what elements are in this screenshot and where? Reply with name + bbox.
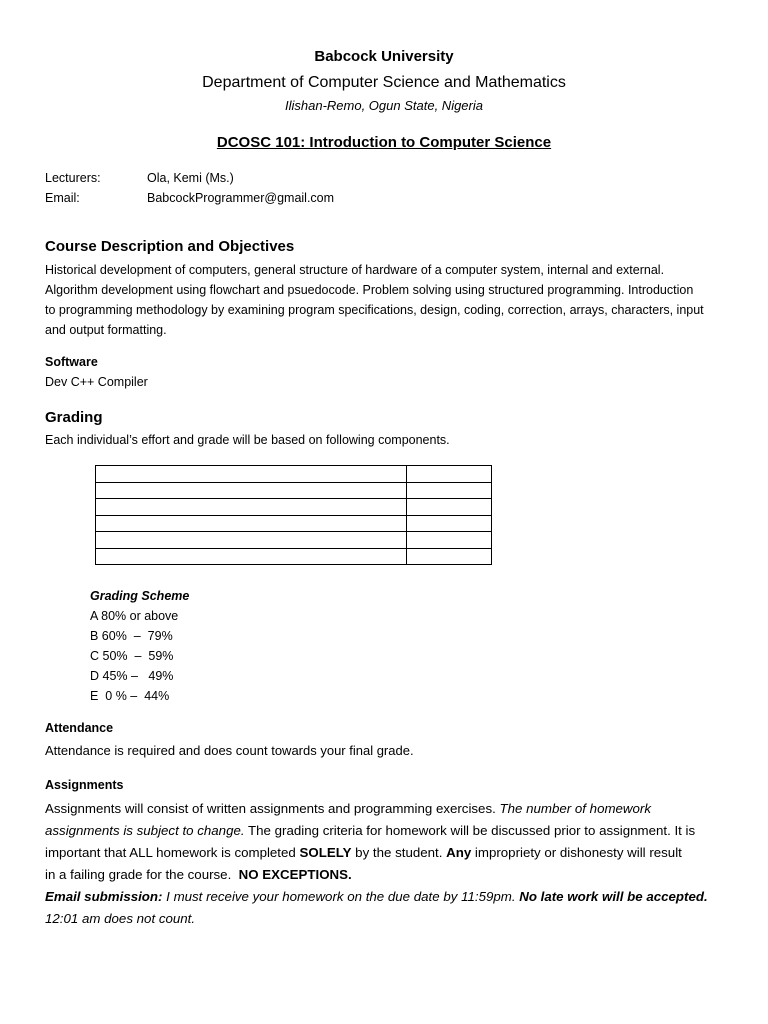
- assignments-text: [45, 798, 729, 930]
- text-run: The grading criteria for homework will be discussed prior to assignment. It is: [244, 823, 696, 838]
- assignments-line: [45, 864, 729, 886]
- text-run-bold: NO EXCEPTIONS.: [238, 867, 352, 882]
- grading-heading: Grading: [45, 409, 103, 426]
- lecturers-label: Lecturers:: [45, 171, 101, 185]
- email-value: BabcockProgrammer@gmail.com: [147, 191, 335, 205]
- assignments-line: [45, 886, 729, 908]
- text-run-bold: Any: [446, 845, 472, 860]
- table-row: [96, 515, 492, 532]
- description-line: and output formatting.: [45, 323, 167, 337]
- table-row: [96, 482, 492, 499]
- table-cell: [407, 482, 492, 499]
- grading-scheme-item: C 50% – 59%: [90, 649, 174, 663]
- table-row: [96, 499, 492, 516]
- email-label: Email:: [45, 191, 80, 205]
- table-cell: [96, 548, 407, 565]
- description-heading: Course Description and Objectives: [45, 238, 295, 255]
- text-run: in a failing grade for the course.: [45, 867, 239, 882]
- description-text: [45, 260, 725, 340]
- grading-scheme-item: E 0 % – 44%: [90, 689, 170, 703]
- assignments-heading: Assignments: [45, 778, 124, 792]
- grading-scheme-item: B 60% – 79%: [90, 629, 173, 643]
- description-line: Historical development of computers, general structure of hardware of a computer system, internal and external.: [45, 263, 665, 277]
- table-cell: [96, 532, 407, 549]
- table-cell: [96, 515, 407, 532]
- attendance-text: Attendance is required and does count towards your final grade.: [45, 743, 414, 758]
- text-run: Assignments will consist of written assignments and programming exercises.: [45, 801, 500, 816]
- grading-intro: Each individual’s effort and grade will be based on following components.: [45, 433, 450, 447]
- text-run-bold-italic: No late work will be accepted.: [519, 889, 708, 904]
- text-run: important that ALL homework is completed: [45, 845, 300, 860]
- table-row: [96, 548, 492, 565]
- table-cell: [407, 466, 492, 483]
- table-cell: [96, 482, 407, 499]
- assignments-line: [45, 798, 729, 820]
- department-name: Department of Computer Science and Mathematics: [202, 74, 566, 91]
- text-run-bold-italic: Email submission:: [45, 889, 163, 904]
- course-title: DCOSC 101: Introduction to Computer Science: [216, 134, 552, 151]
- text-run-italic: I must receive your homework on the due date by 11:59pm.: [162, 889, 520, 904]
- text-run-italic: 12:01 am does not count.: [45, 911, 196, 926]
- grading-scheme-title: Grading Scheme: [90, 589, 190, 603]
- description-line: to programming methodology by examining program specifications, design, coding, correction, arrays, characters, input: [45, 303, 704, 317]
- table-row: [96, 532, 492, 549]
- software-heading: Software: [45, 355, 98, 369]
- description-line: Algorithm development using flowchart and psuedocode. Problem solving using structured programming. Introduction: [45, 283, 694, 297]
- assignments-line: [45, 908, 729, 930]
- software-value: Dev C++ Compiler: [45, 375, 148, 389]
- text-run: by the student.: [351, 845, 447, 860]
- text-run-bold: SOLELY: [299, 845, 352, 860]
- assignments-line: [45, 820, 729, 842]
- table-cell: [407, 532, 492, 549]
- text-run-italic: assignments is subject to change.: [45, 823, 245, 838]
- grading-table: [95, 465, 492, 565]
- attendance-heading: Attendance: [45, 721, 114, 735]
- table-cell: [407, 515, 492, 532]
- table-cell: [96, 466, 407, 483]
- grading-scheme-item: D 45% – 49%: [90, 669, 174, 683]
- text-run: impropriety or dishonesty will result: [471, 845, 682, 860]
- table-cell: [407, 548, 492, 565]
- location: Ilishan-Remo, Ogun State, Nigeria: [285, 98, 483, 113]
- university-name: Babcock University: [314, 48, 454, 65]
- lecturers-value: Ola, Kemi (Ms.): [147, 171, 234, 185]
- assignments-line: [45, 842, 729, 864]
- grading-scheme: [90, 586, 189, 706]
- table-cell: [96, 499, 407, 516]
- table-row: [96, 466, 492, 483]
- grading-scheme-item: A 80% or above: [90, 609, 179, 623]
- table-cell: [407, 499, 492, 516]
- text-run-italic: The number of homework: [499, 801, 652, 816]
